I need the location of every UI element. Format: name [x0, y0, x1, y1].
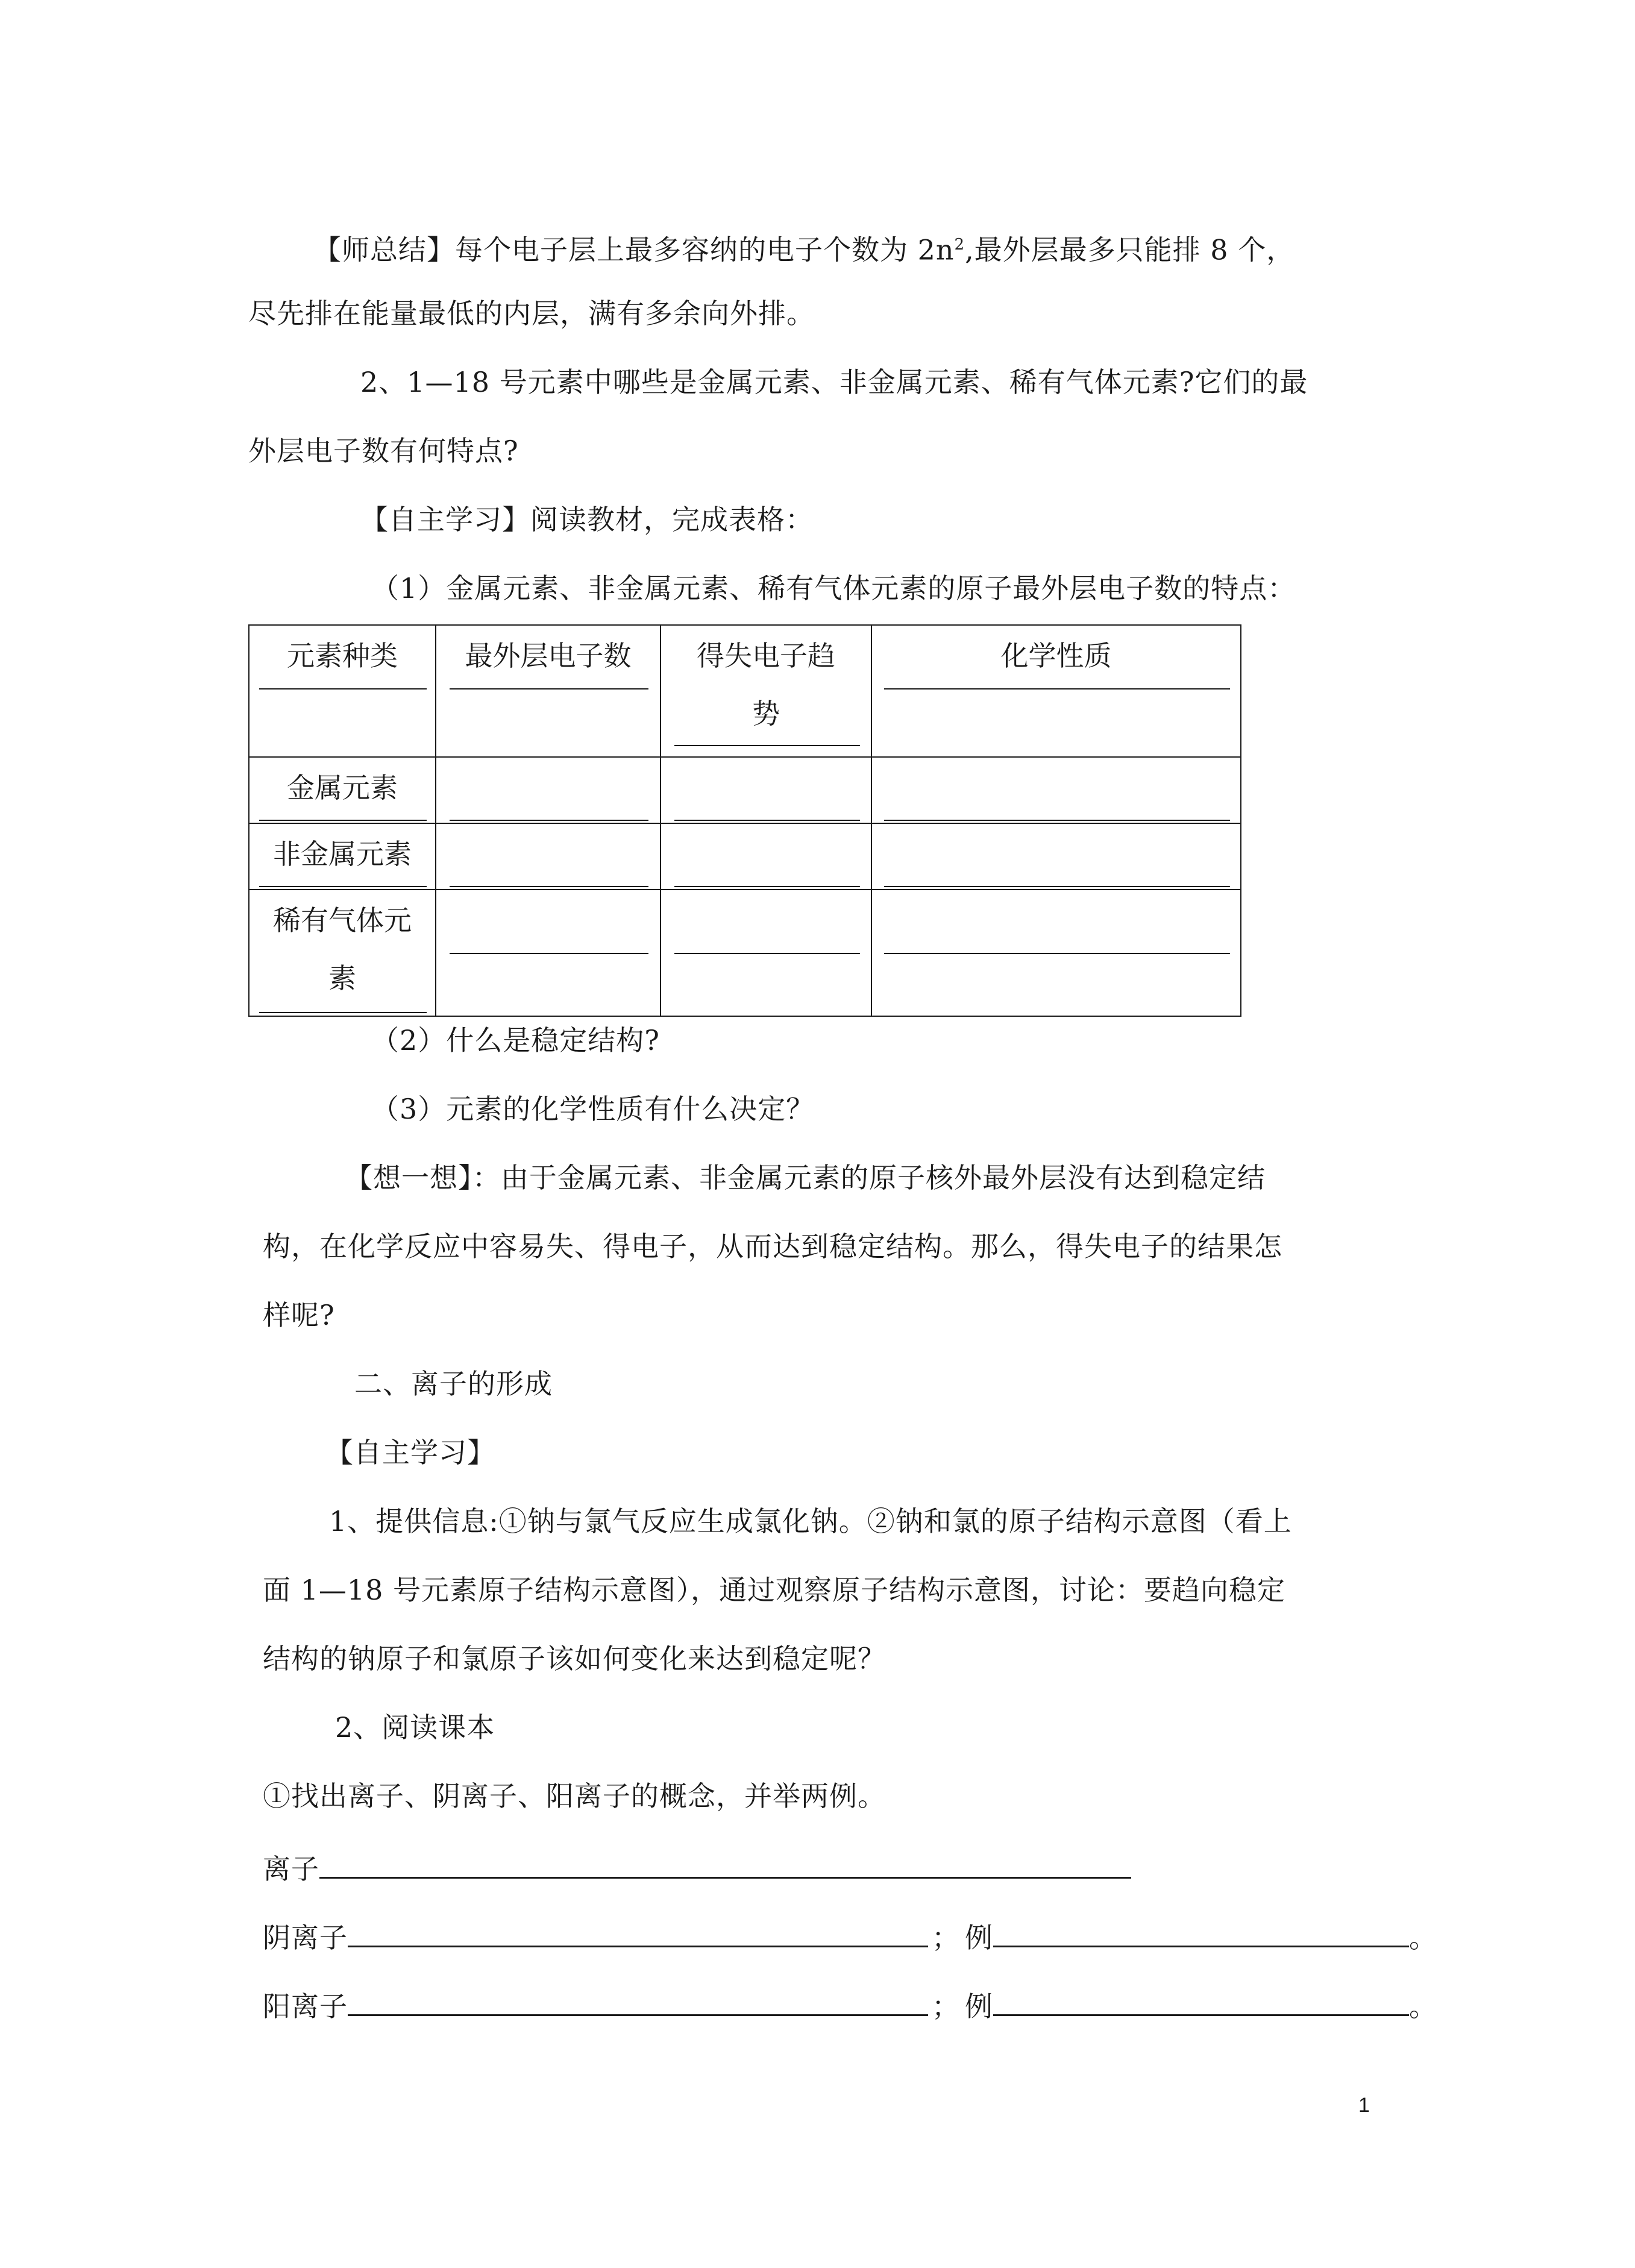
cation-label: 阳离子 [263, 1990, 348, 2023]
period: 。 [1409, 1990, 1437, 2023]
separator: ； [932, 1921, 960, 1954]
teacher-summary-text-rest: ,最外层最多只能排 8 个， [965, 233, 1295, 266]
header-label-line-2: 势 [752, 697, 780, 730]
row-label-nonmetal: 非金属元素 [273, 838, 412, 870]
element-properties-table [248, 624, 1241, 1017]
blank-cell [872, 890, 1240, 1015]
header-label: 最外层电子数 [465, 639, 632, 672]
period: 。 [1409, 1921, 1437, 1954]
question-2-line-2: 外层电子数有何特点? [248, 435, 519, 467]
section-ion-formation-heading: 二、离子的形成 [354, 1368, 553, 1400]
header-label: 化学性质 [1000, 639, 1112, 672]
cation-example-blank[interactable] [993, 1983, 1409, 2016]
info-line-3: 结构的钠原子和氯原子该如何变化来达到稳定呢？ [263, 1642, 886, 1675]
anion-definition-row [263, 1914, 1437, 1957]
question-chemical-properties: （3）元素的化学性质有什么决定？ [371, 1093, 815, 1125]
info-line-2: 面 1—18 号元素原子结构示意图），通过观察原子结构示意图，讨论：要趋向稳定 [263, 1574, 1286, 1606]
table-header-row [249, 625, 1241, 757]
row-label-metal: 金属元素 [287, 771, 398, 804]
table-row-nonmetal [249, 823, 1241, 890]
teacher-summary-text: 每个电子层上最多容纳的电子个数为 2n [455, 233, 955, 266]
table-caption: （1）金属元素、非金属元素、稀有气体元素的原子最外层电子数的特点： [371, 572, 1296, 605]
page-number: 1 [1358, 2094, 1370, 2117]
cation-definition-row [263, 1983, 1437, 2026]
question-2-line-1: 2、1—18 号元素中哪些是金属元素、非金属元素、稀有气体元素?它们的最 [360, 366, 1308, 398]
self-study-heading: 【自主学习】 [325, 1436, 495, 1469]
ion-definition-blank[interactable] [319, 1845, 1131, 1879]
header-electron-tendency [661, 625, 871, 757]
think-line-2: 构，在化学反应中容易失、得电子，从而达到稳定结构。那么，得失电子的结果怎 [263, 1230, 1282, 1263]
ion-definition-row [263, 1845, 1131, 1888]
find-concepts-instruction: ①找出离子、阴离子、阳离子的概念，并举两例。 [263, 1780, 886, 1812]
blank-cell [436, 890, 660, 1015]
read-textbook: 2、阅读课本 [335, 1711, 495, 1744]
blank-cell [661, 890, 871, 1015]
blank-cell [661, 758, 871, 823]
cation-definition-blank[interactable] [348, 1983, 928, 2016]
anion-definition-blank[interactable] [348, 1914, 928, 1947]
blank-cell [872, 758, 1240, 823]
blank-cell [436, 758, 660, 823]
cation-example-label: 例 [965, 1990, 993, 2023]
self-study-instruction: 【自主学习】阅读教材，完成表格： [360, 503, 814, 536]
blank-cell [661, 824, 871, 889]
row-label-noble-gas-line-2: 素 [328, 962, 356, 994]
blank-cell [436, 824, 660, 889]
table-row-metal [249, 757, 1241, 823]
anion-label: 阴离子 [263, 1921, 348, 1954]
header-chemical-properties [871, 625, 1241, 757]
header-element-type [249, 625, 436, 757]
anion-example-blank[interactable] [993, 1914, 1409, 1947]
superscript-2: 2 [954, 236, 965, 254]
teacher-summary-line-1 [313, 225, 1295, 269]
ion-label: 离子 [263, 1853, 319, 1885]
header-label-line-1: 得失电子趋 [697, 639, 835, 672]
teacher-summary-line-2: 尽先排在能量最低的内层，满有多余向外排。 [248, 297, 815, 330]
think-line-3: 样呢? [263, 1299, 335, 1331]
info-line-1: 1、提供信息:①钠与氯气反应生成氯化钠。②钠和氯的原子结构示意图（看上 [329, 1505, 1292, 1538]
question-stable-structure: （2）什么是稳定结构? [371, 1024, 660, 1057]
header-outer-electrons [436, 625, 661, 757]
anion-example-label: 例 [965, 1921, 993, 1954]
row-label-noble-gas-line-1: 稀有气体元 [273, 904, 412, 937]
separator: ； [932, 1990, 960, 2023]
header-label: 元素种类 [287, 639, 398, 672]
think-line-1: 【想一想】：由于金属元素、非金属元素的原子核外最外层没有达到稳定结 [345, 1161, 1266, 1194]
teacher-summary-label: 【师总结】 [313, 233, 455, 266]
blank-cell [872, 824, 1240, 889]
table-row-noble-gas [249, 890, 1241, 1016]
